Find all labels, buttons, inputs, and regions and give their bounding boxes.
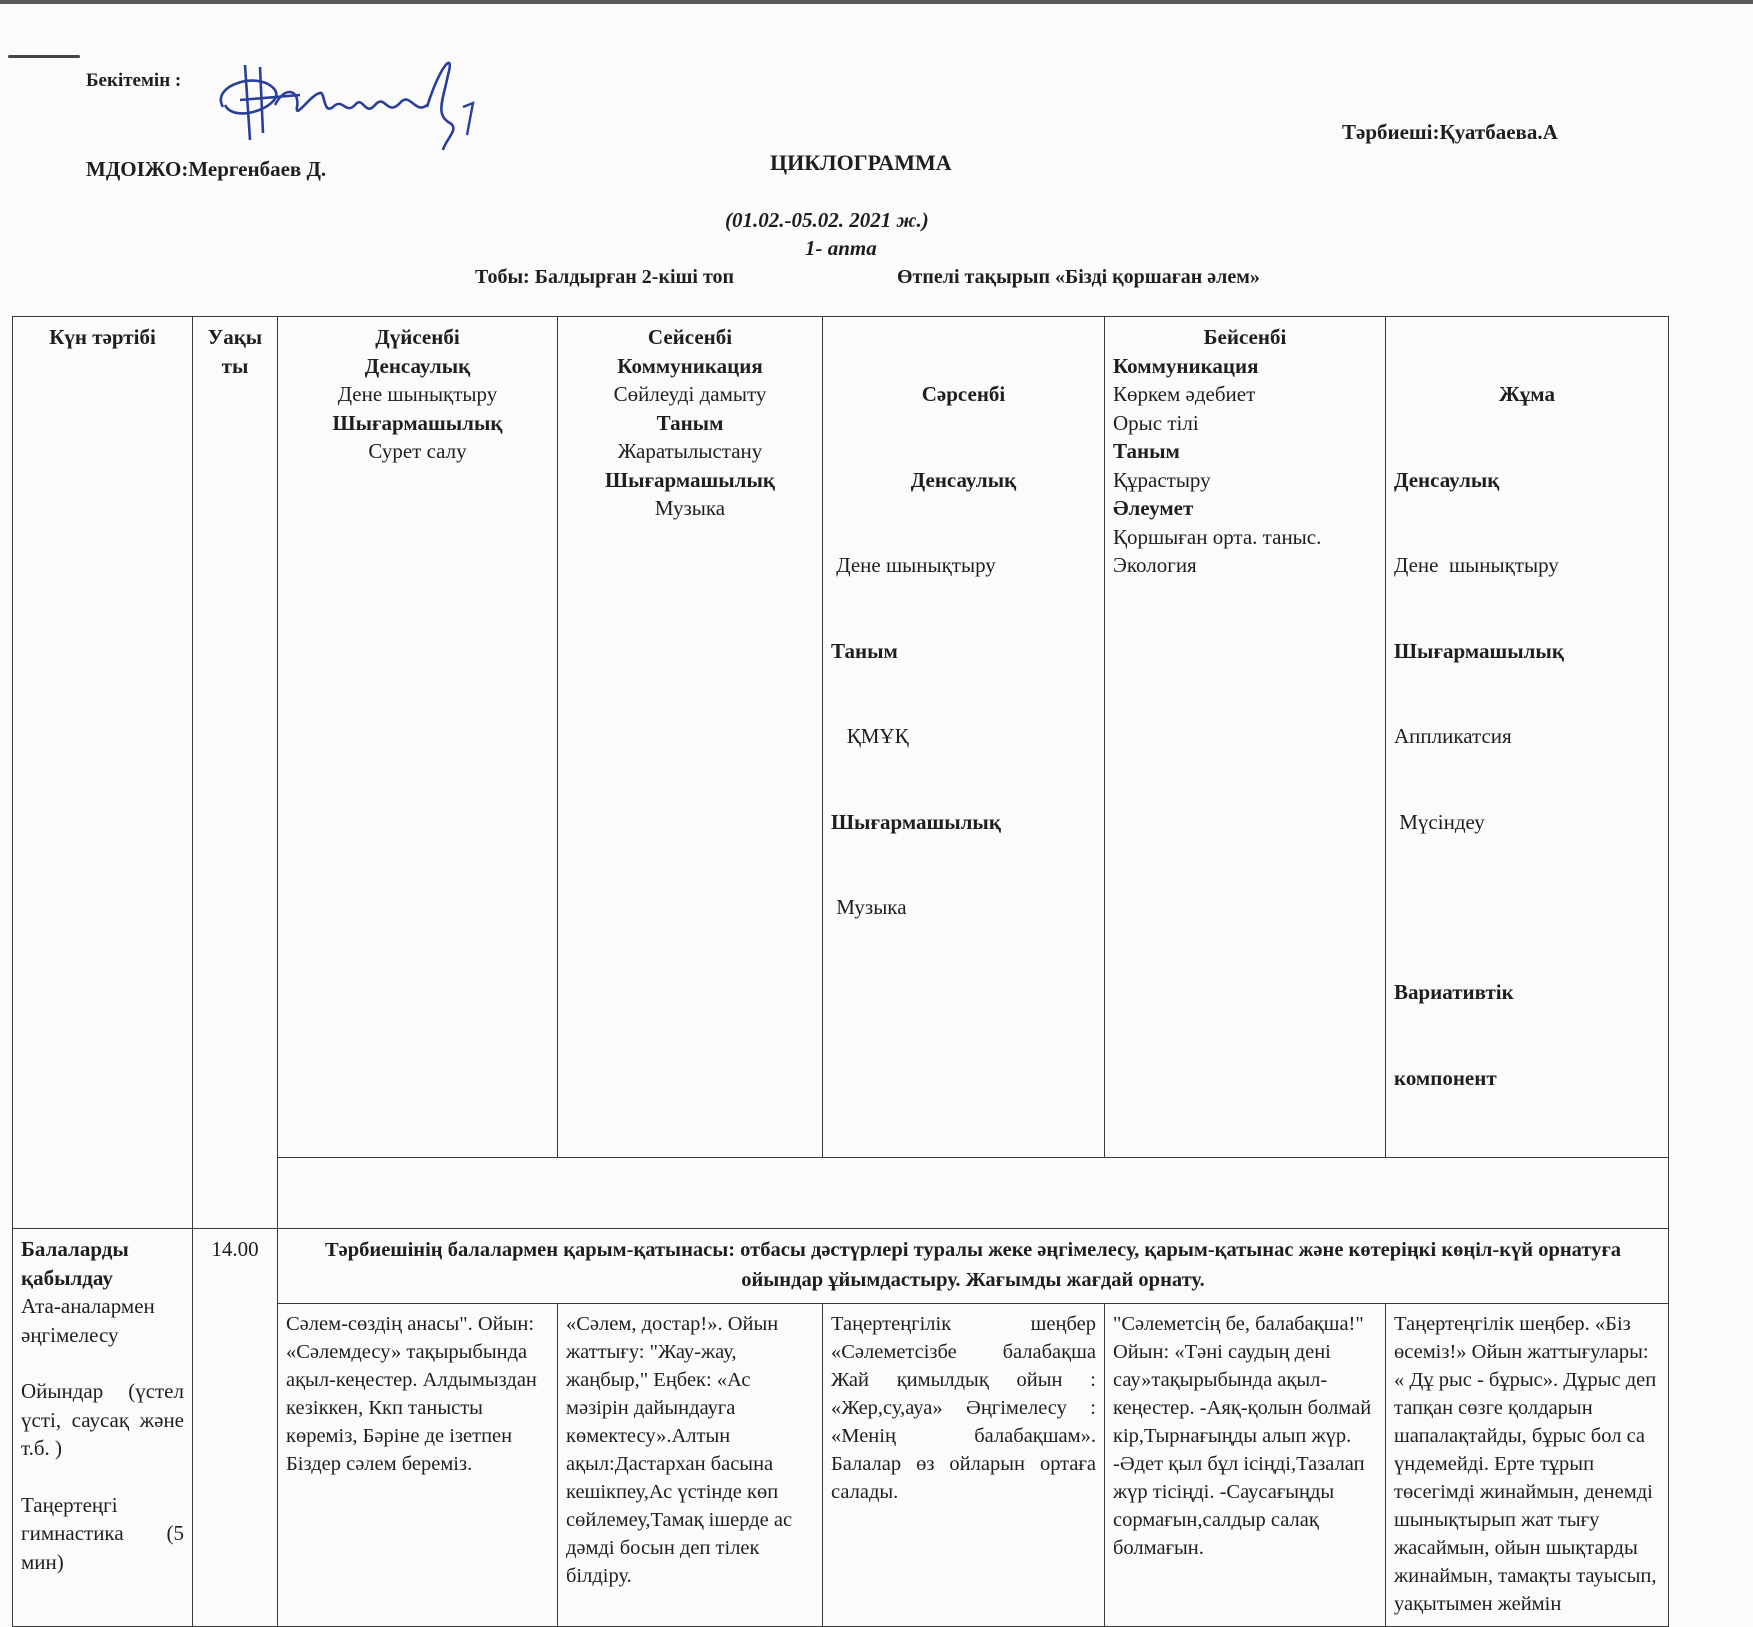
- day-name: Бейсенбі: [1203, 325, 1287, 349]
- reception-time: 14.00: [211, 1237, 259, 1261]
- day-subject: Таным: [1113, 439, 1180, 463]
- table-header-row: [13, 317, 1669, 1158]
- day-column-wednesday: [823, 317, 1105, 1158]
- day-column-friday: [1386, 317, 1669, 1158]
- day-subject: компонент: [1394, 1065, 1497, 1090]
- header-time-line1: Уақы: [207, 325, 263, 349]
- day-subject: Таным: [831, 638, 898, 663]
- day-name: Жұма: [1499, 382, 1555, 406]
- header-schedule: Күн тәртібі: [49, 325, 156, 349]
- approval-label: Бекітемін :: [86, 70, 182, 91]
- day-subject: Сөйлеуді дамыту: [613, 382, 767, 406]
- reception-activity-cell: [13, 1229, 193, 1627]
- reception-thursday: "Сәлеметсің бе, балабақша!" Ойын: «Тәні саудың дені сау»тақырыбында ақыл-кеңестер. -Аяқ-қолын болмай кір,Тырнағыңды алып жүр. -Әдет қыл бұл ісіңді,Тазалап жүр тісіңді. -Саусағыңды сормағын,салдыр салақ болмағын.: [1105, 1304, 1386, 1627]
- reception-friday: Таңертеңгілік шеңбер. «Біз өсеміз!» Ойын жаттығулары: « Дұ рыс - бұрыс». Дұрыс деп тапқан сөзге қолдарын шапалақтайды, бұрыс бол са үндемейді. Ерте тұрып төсегімді жинаймын, денемді шынықтырып жат тығу жасаймын, ойын шықтарды жинаймын, тамақты тауысып, уақытымен жеймін: [1386, 1304, 1669, 1627]
- day-name: Дүйсенбі: [375, 325, 460, 349]
- day-subject: [1394, 893, 1660, 921]
- day-column-thursday: [1105, 317, 1386, 1158]
- spacer: [21, 1463, 184, 1491]
- header-time-cell: [193, 317, 278, 1229]
- day-subject: Аппликатсия: [1394, 724, 1512, 748]
- day-subject: Музыка: [831, 895, 907, 919]
- director-name: МДОІЖО:Мергенбаев Д.: [86, 157, 327, 181]
- spacer: [21, 1349, 184, 1377]
- reception-banner: Тәрбиешінің балалармен қарым-қатынасы: отбасы дәстүрлері туралы жеке әңгімелесу, қарым-қатынас және көтеріңкі көңіл-күй орнатуға ойындар ұйымдастыру. Жағымды жағдай орнату.: [278, 1229, 1669, 1304]
- theme-label: Өтпелі тақырып «Бізді қоршаған әлем»: [897, 266, 1260, 288]
- day-subject: ҚМҰҚ: [831, 724, 909, 748]
- day-subject: Дене шынықтыру: [1394, 553, 1559, 577]
- activity-item: Ата-аналармен әңгімелесу: [21, 1294, 155, 1347]
- day-subject: Денсаулық: [1394, 467, 1500, 492]
- scan-mark: [8, 55, 80, 58]
- date-range: (01.02.-05.02. 2021 ж.): [725, 208, 929, 232]
- signature-icon: [205, 45, 485, 155]
- reception-tuesday: «Сәлем, достар!». Ойын жаттығу: "Жау-жау, жаңбыр," Еңбек: «Ас мәзірін дайындауга көмектесу».Алтын ақыл:Дастархан басына кешікпеу,Ас үстінде көп сөйлемеу,Тамақ ішерде ас дәмді босын деп тілек білдіру.: [558, 1304, 823, 1627]
- day-subject: Мүсіндеу: [1394, 809, 1485, 834]
- reception-banner-row: [13, 1229, 1669, 1304]
- day-subject: Шығармашылық: [831, 809, 1001, 834]
- reception-monday: Сәлем-сөздің анасы". Ойын: «Сәлемдесу» тақырыбында ақыл-кеңестер. Алдымыздан кезіккен, Ккп танысты көреміз, Бәріне де ізетпен Біздер сәлем береміз.: [278, 1304, 558, 1627]
- day-subject: Сурет салу: [368, 439, 467, 463]
- header-time-line2: ты: [221, 353, 249, 378]
- day-subject: Құрастыру: [1113, 467, 1211, 492]
- day-name: Сәрсенбі: [921, 382, 1006, 406]
- day-subject: Әлеумет: [1113, 496, 1194, 520]
- day-subject: Қоршыған орта. таныс.: [1113, 524, 1322, 549]
- day-subject: Жаратылыстану: [617, 439, 763, 463]
- day-subject: Денсаулық: [364, 353, 471, 378]
- day-subject: Дене шынықтыру: [831, 553, 996, 577]
- day-subject: Дене шынықтыру: [337, 382, 498, 406]
- day-subject: Шығармашылық: [1394, 638, 1564, 663]
- day-column-tuesday: [558, 317, 823, 1158]
- day-subject: Таным: [656, 410, 724, 435]
- activity-title: Балаларды: [21, 1237, 129, 1261]
- empty-cell: [278, 1158, 1669, 1229]
- day-subject: Вариативтік: [1394, 980, 1514, 1004]
- reception-time-cell: [193, 1229, 278, 1627]
- day-subject: Орыс тілі: [1113, 410, 1199, 435]
- activity-item: Ойындар (үстел үсті, саусақ және т.б. ): [21, 1379, 184, 1460]
- cyclogram-table: [12, 316, 1669, 1627]
- day-subject: Коммуникация: [1113, 353, 1259, 378]
- day-subject: Музыка: [654, 496, 726, 520]
- activity-item: Таңертеңгі гимнастика (5 мин): [21, 1492, 184, 1574]
- scan-edge-top: [0, 0, 1753, 4]
- day-subject: Шығармашылық: [605, 467, 775, 492]
- teacher-name: Тәрбиеші:Қуатбаева.А: [1342, 120, 1558, 144]
- day-column-monday: [278, 317, 558, 1158]
- document-title: ЦИКЛОГРАММА: [770, 150, 952, 175]
- reception-wednesday: Таңертеңгілік шеңбер «Сәлеметсізбе балабақша Жай қимылдық ойын : «Жер,су,ауа» Әңгімелесу : «Менің балабақшам». Балалар өз ойларын ортаға салады.: [823, 1304, 1105, 1627]
- day-subject: Көркем әдебиет: [1113, 382, 1256, 406]
- day-subject: Коммуникация: [617, 353, 763, 378]
- day-subject: Денсаулық: [910, 467, 1017, 492]
- activity-title: қабылдау: [21, 1265, 113, 1290]
- group-label: Тобы: Балдырған 2-кіші топ: [475, 266, 735, 288]
- day-name: Сейсенбі: [647, 325, 733, 349]
- week-label: 1- апта: [805, 236, 877, 260]
- header-schedule-cell: [13, 317, 193, 1229]
- day-subject: Шығармашылық: [332, 410, 503, 435]
- day-subject: Экология: [1113, 553, 1197, 577]
